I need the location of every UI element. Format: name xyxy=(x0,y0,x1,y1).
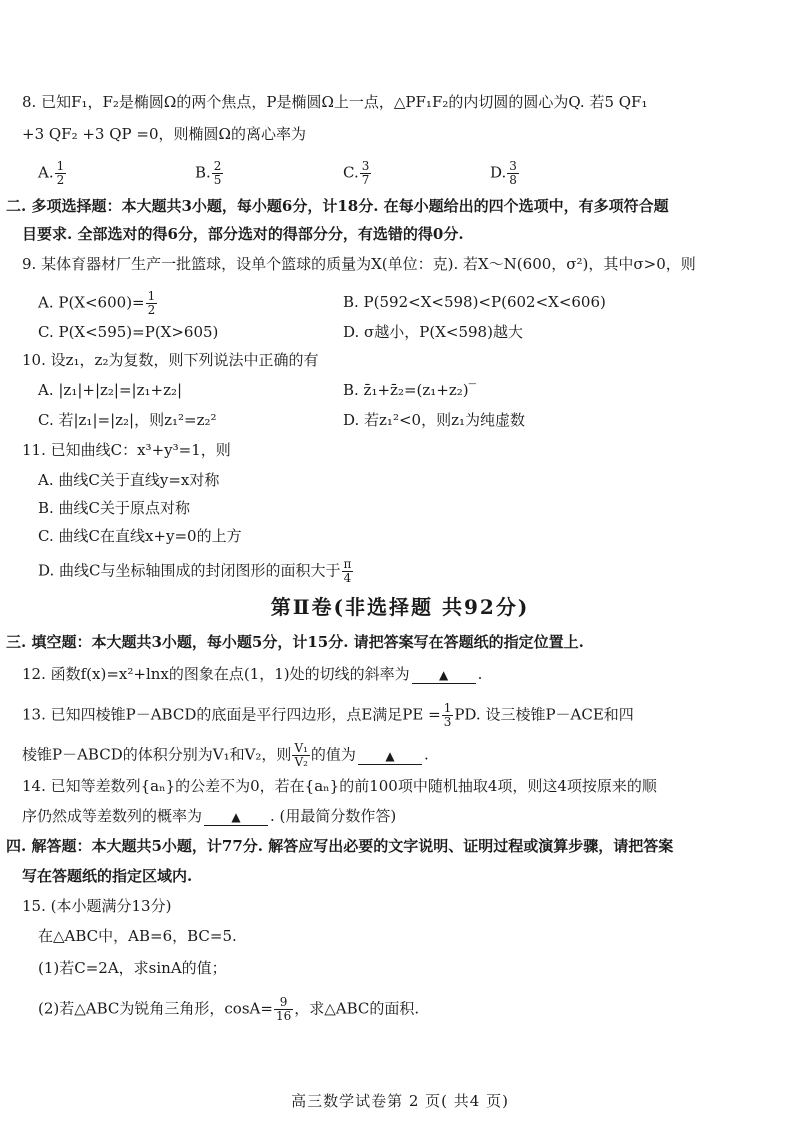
answer-blank xyxy=(358,747,422,765)
section2-line1: 二. 多项选择题：本大题共3小题，每小题6分，计18分. 在每小题给出的四个选项中，有多项符合题 xyxy=(6,197,669,215)
q15-given: 在△ABC中，AB=6，BC=5. xyxy=(38,927,237,945)
q13-line2: 棱锥P－ABCD的体积分别为V₁和V₂，则 $\frac{\text{V₁}}{\text{V₂}}$ 的值为 ▲ . xyxy=(22,741,429,769)
q15-part1: (1)若C=2A，求sinA的值； xyxy=(38,959,227,977)
fraction: $\frac{\pi}{4}$ xyxy=(343,557,352,585)
fraction: $\frac{3}{8}$ xyxy=(509,159,517,187)
q11-stem: 11. 已知曲线C：x³+y³=1，则 xyxy=(22,441,231,459)
page-footer: 高三数学试卷第 2 页( 共4 页) xyxy=(291,1092,509,1110)
q10-option-d: D. 若z₁²<0，则z₁为纯虚数 xyxy=(343,411,525,429)
answer-blank xyxy=(412,666,476,684)
q14-line1: 14. 已知等差数列{aₙ}的公差不为0，若在{aₙ}的前100项中随机抽取4项，则这4项按原来的顺 xyxy=(22,777,657,795)
q9-option-b: B. P(592<X<598)<P(602<X<606) xyxy=(343,293,606,311)
q11-option-d: D. 曲线C与坐标轴围成的封闭图形的面积大于 $\frac{\pi}{4}$ xyxy=(38,557,352,585)
q11-option-a: A. 曲线C关于直线y=x对称 xyxy=(38,471,220,489)
option-label: B. xyxy=(195,163,211,182)
q8-option-b xyxy=(195,160,224,187)
q11-option-c: C. 曲线C在直线x+y=0的上方 xyxy=(38,527,242,545)
section4-line2: 写在答题纸的指定区域内. xyxy=(22,867,193,885)
q8-option-a xyxy=(38,160,67,187)
q12: 12. 函数f(x)=x²+lnx的图象在点(1，1)处的切线的斜率为 ▲ . xyxy=(22,665,483,683)
part2-title: 第Ⅱ卷(非选择题 共92分) xyxy=(270,595,530,619)
q15-part2: (2)若△ABC为锐角三角形，cosA= $\frac{9}{16}$ ，求△ABC的面积. xyxy=(38,995,420,1023)
option-label: D. xyxy=(490,163,507,182)
q9-option-d: D. σ越小，P(X<598)越大 xyxy=(343,323,523,341)
q14-line2: 序仍然成等差数列的概率为 ▲ . (用最简分数作答) xyxy=(22,807,397,825)
triangle-icon: ▲ xyxy=(231,810,241,824)
triangle-icon: ▲ xyxy=(385,748,395,763)
q15-title: 15. (本小题满分13分) xyxy=(22,897,172,915)
q10-stem: 10. 设z₁，z₂为复数，则下列说法中正确的有 xyxy=(22,351,319,369)
section3-heading: 三. 填空题：本大题共3小题，每小题5分，计15分. 请把答案写在答题纸的指定位置上. xyxy=(6,633,584,651)
q10-option-a: A. |z₁|+|z₂|=|z₁+z₂| xyxy=(38,381,183,399)
fraction: $\frac{1}{2}$ xyxy=(147,289,156,317)
q8-line1: 8. 已知F₁，F₂是椭圆Ω的两个焦点，P是椭圆Ω上一点，△PF₁F₂的内切圆的圆心为Q. 若5 QF₁ xyxy=(22,93,648,111)
section4-line1: 四. 解答题：本大题共5小题，计77分. 解答应写出必要的文字说明、证明过程或演算步骤，请把答案 xyxy=(6,837,674,855)
q9-option-a: A. P(X<600)= $\frac{1}{2}$ xyxy=(38,289,156,317)
section2-line2: 目要求. 全部选对的得6分，部分选对的得部分分，有选错的得0分. xyxy=(22,225,464,243)
fraction: $\frac{\text{V₁}}{\text{V₂}}$ xyxy=(294,741,308,769)
fraction: $\frac{3}{7}$ xyxy=(361,159,370,187)
triangle-icon: ▲ xyxy=(439,668,449,682)
q9-stem: 9. 某体育器材厂生产一批篮球，设单个篮球的质量为X(单位：克). 若X～N(600，σ²)，其中σ>0，则 xyxy=(22,255,696,273)
q8-option-d xyxy=(490,160,520,187)
q13-line1: 13. 已知四棱锥P－ABCD的底面是平行四边形，点E满足PE = $\frac{1}{3}$ PD. 设三棱锥P－ACE和四 xyxy=(22,701,634,729)
option-label: A. xyxy=(38,163,54,182)
q9-option-c: C. P(X<595)=P(X>605) xyxy=(38,323,219,341)
q8-line2: +3 QF₂ +3 QP =0，则椭圆Ω的离心率为 xyxy=(22,125,306,143)
q11-option-b: B. 曲线C关于原点对称 xyxy=(38,499,191,517)
fraction: $\frac{1}{2}$ xyxy=(56,159,65,187)
q10-option-b: B. z̄₁+z̄₂=(z₁+z₂)‾ xyxy=(343,381,477,399)
fraction: $\frac{2}{5}$ xyxy=(213,159,222,187)
option-label: C. xyxy=(343,163,359,182)
q8-option-c xyxy=(343,160,372,187)
fraction: $\frac{9}{16}$ xyxy=(275,995,292,1023)
fraction: $\frac{1}{3}$ xyxy=(443,701,452,729)
q10-option-c: C. 若|z₁|=|z₂|，则z₁²=z₂² xyxy=(38,411,217,429)
answer-blank xyxy=(204,808,268,826)
